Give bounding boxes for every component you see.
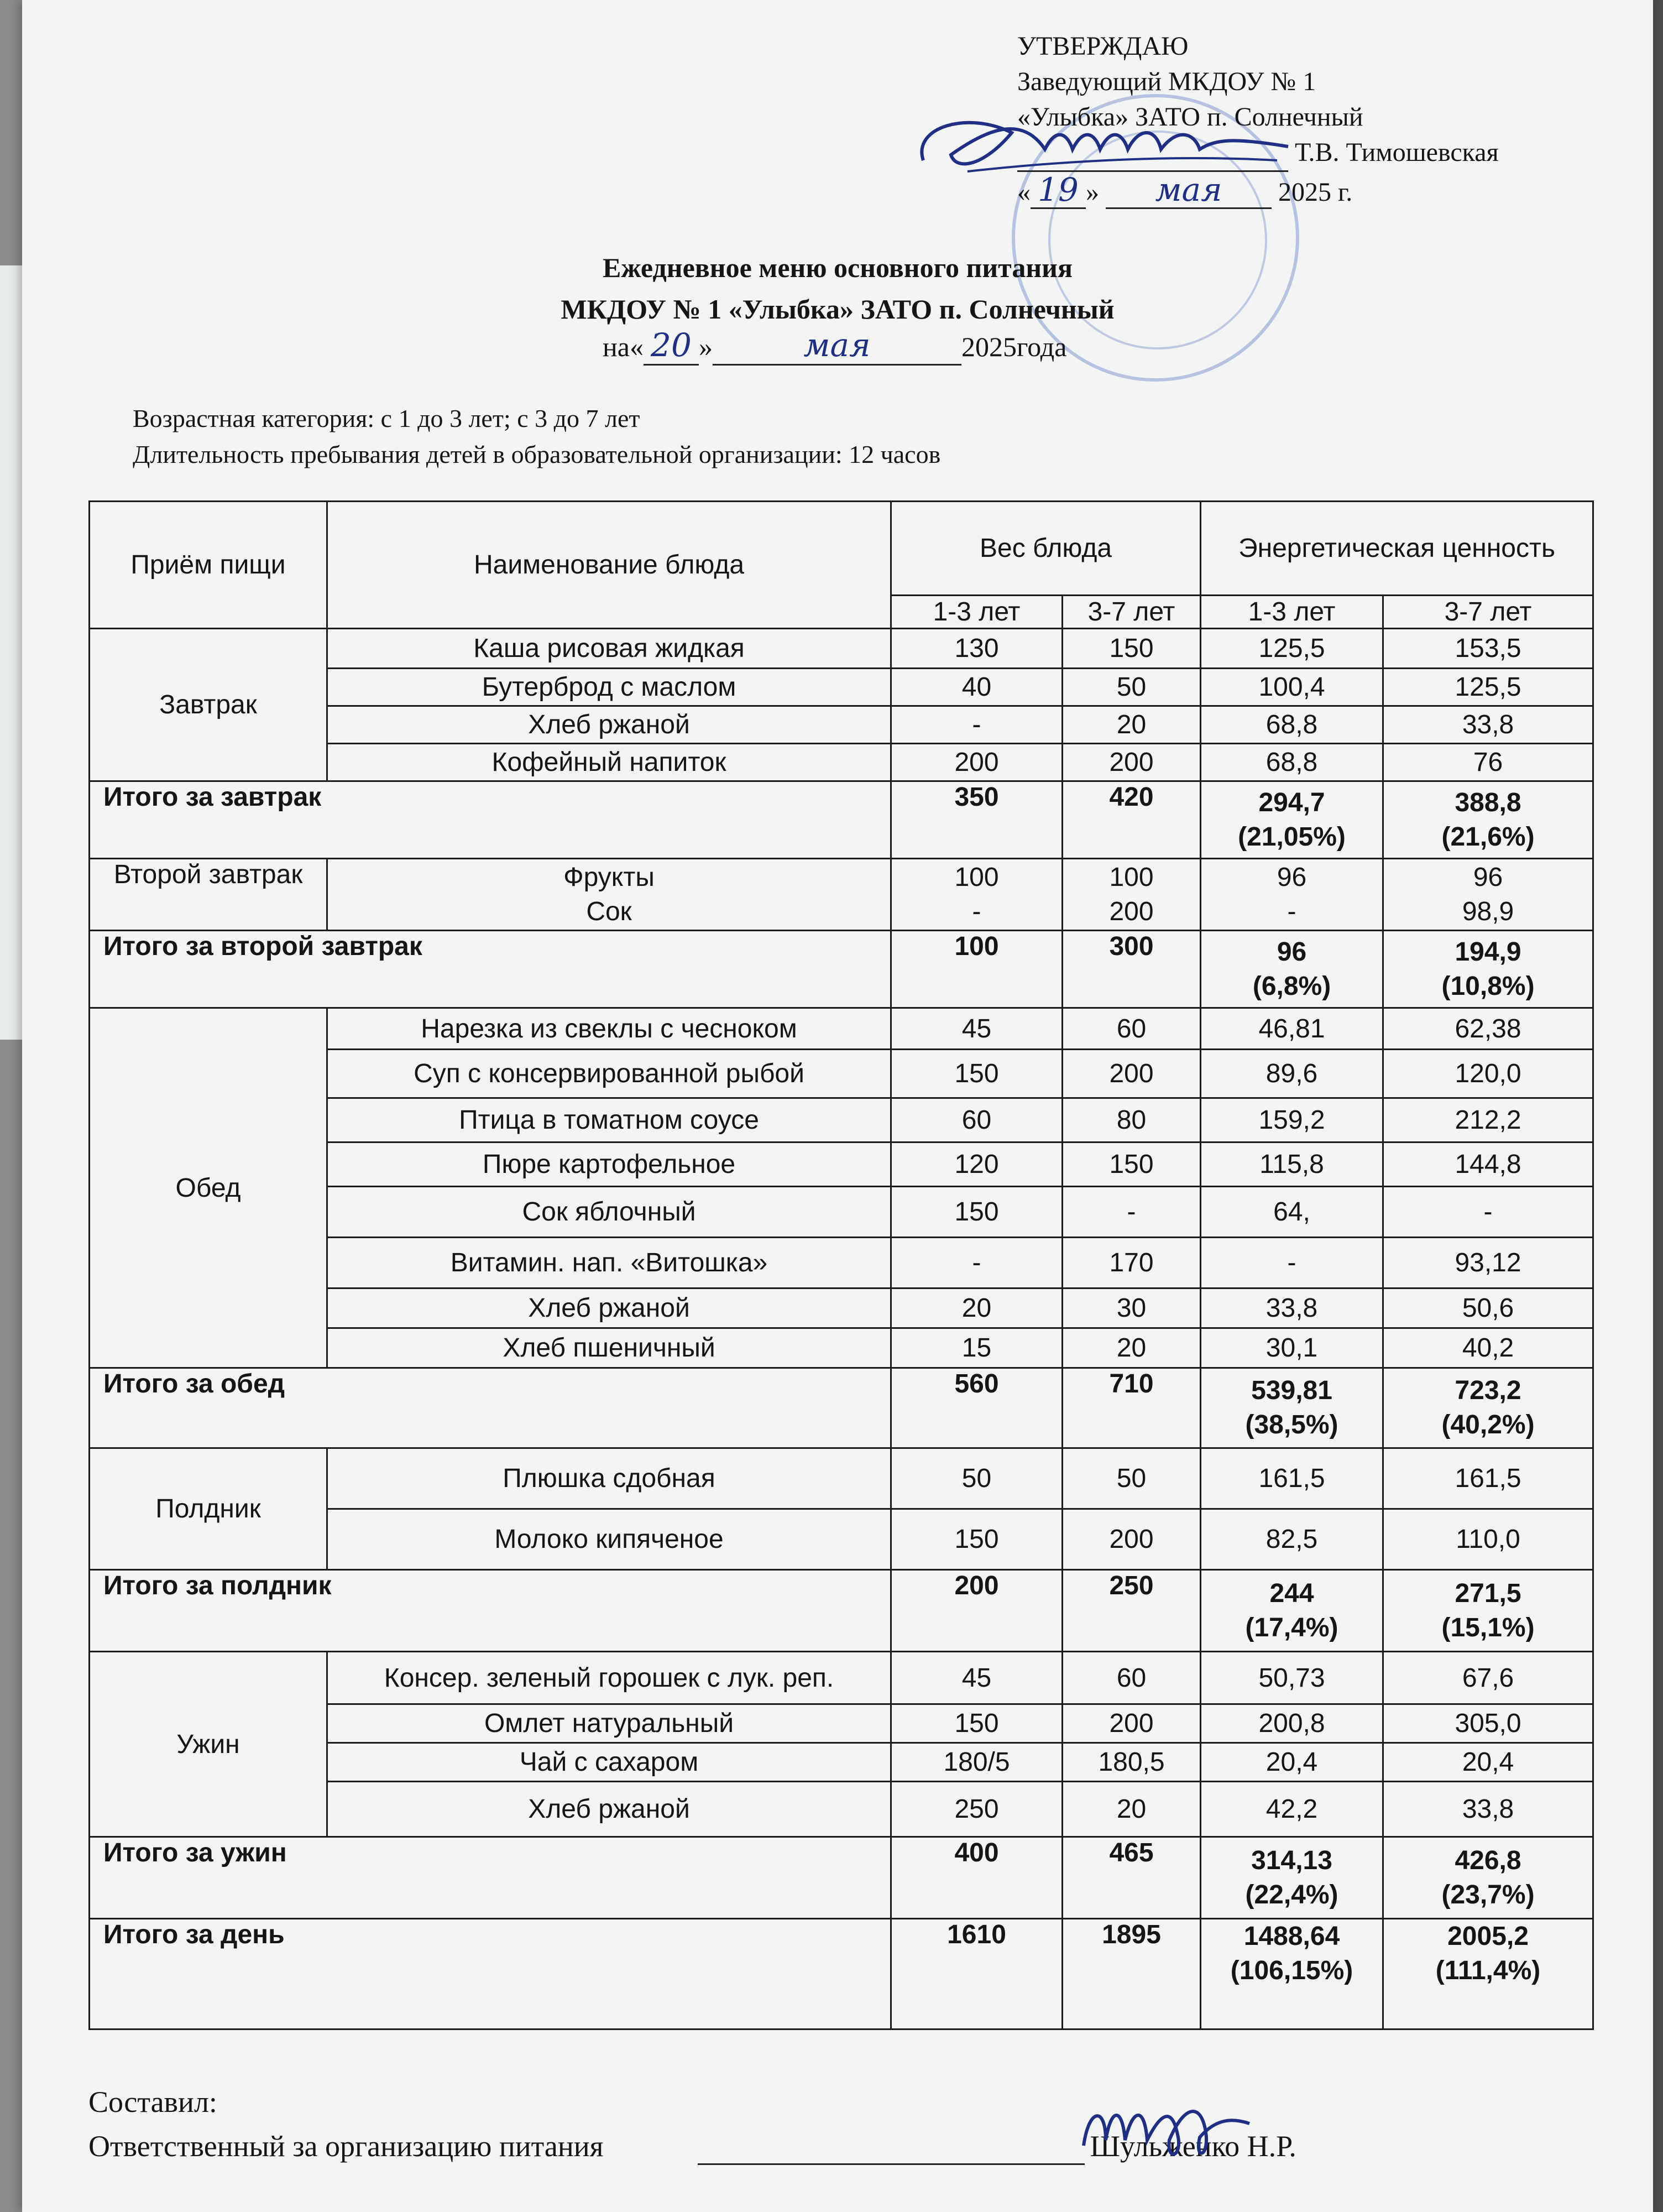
table-row	[90, 1448, 1593, 1509]
weight-3-7: 100 200	[1063, 859, 1201, 931]
weight-1-3: 40	[891, 669, 1063, 706]
energy-1-3: 64,	[1201, 1187, 1383, 1238]
energy-3-7: 50,6	[1383, 1288, 1593, 1328]
energy-1-3: 50,73	[1201, 1652, 1383, 1704]
energy-1-3: 30,1	[1201, 1328, 1383, 1368]
dish-name: Хлеб ржаной	[327, 1782, 891, 1837]
weight-1-3: 100 -	[891, 859, 1063, 931]
dish-name: Плюшка сдобная	[327, 1448, 891, 1509]
dish-name: Витамин. нап. «Витошка»	[327, 1238, 891, 1288]
dish-name: Омлет натуральный	[327, 1704, 891, 1743]
weight-1-3: 150	[891, 1187, 1063, 1238]
weight-3-7: 170	[1063, 1238, 1201, 1288]
meal-label-dinner: Ужин	[90, 1652, 327, 1837]
energy-3-7: -	[1383, 1187, 1593, 1238]
weight-1-3: 150	[891, 1704, 1063, 1743]
total-weight-1-3: 200	[891, 1570, 1063, 1652]
weight-1-3: 50	[891, 1448, 1063, 1509]
total-energy-3-7: 2005,2 (111,4%)	[1383, 1919, 1593, 2030]
approval-month: мая	[1106, 172, 1272, 209]
weight-3-7: 200	[1063, 1509, 1201, 1570]
total-weight-1-3: 1610	[891, 1919, 1063, 2030]
energy-3-7: 62,38	[1383, 1008, 1593, 1050]
weight-1-3: 15	[891, 1328, 1063, 1368]
weight-1-3: -	[891, 706, 1063, 744]
weight-1-3: 45	[891, 1008, 1063, 1050]
weight-1-3: 120	[891, 1142, 1063, 1187]
approval-signer: Т.В. Тимошевская	[1295, 138, 1499, 167]
weight-3-7: 20	[1063, 706, 1201, 744]
energy-1-3: 68,8	[1201, 706, 1383, 744]
header-dish: Наименование блюда	[327, 502, 891, 629]
total-energy-1-3: 539,81 (38,5%)	[1201, 1368, 1383, 1448]
dish-name: Сок яблочный	[327, 1187, 891, 1238]
menu-day: 20	[644, 326, 699, 366]
weight-3-7: 30	[1063, 1288, 1201, 1328]
dish-name: Фрукты Сок	[327, 859, 891, 931]
energy-1-3: 46,81	[1201, 1008, 1383, 1050]
energy-3-7: 33,8	[1383, 1782, 1593, 1837]
weight-3-7: 180,5	[1063, 1743, 1201, 1782]
dish-name: Птица в томатном соусе	[327, 1098, 891, 1142]
weight-1-3: 150	[891, 1050, 1063, 1098]
energy-1-3: 42,2	[1201, 1782, 1383, 1837]
approval-organization: «Улыбка» ЗАТО п. Солнечный	[1017, 102, 1363, 132]
total-weight-3-7: 300	[1063, 931, 1201, 1008]
energy-3-7: 110,0	[1383, 1509, 1593, 1570]
energy-3-7: 153,5	[1383, 629, 1593, 669]
document-subtitle: МКДОУ № 1 «Улыбка» ЗАТО п. Солнечный	[561, 294, 1115, 325]
table-row	[90, 629, 1593, 669]
energy-3-7: 305,0	[1383, 1704, 1593, 1743]
dish-name: Молоко кипяченое	[327, 1509, 891, 1570]
energy-1-3: 161,5	[1201, 1448, 1383, 1509]
total-label: Итого за полдник	[90, 1570, 891, 1652]
energy-3-7: 96 98,9	[1383, 859, 1593, 931]
weight-3-7: 60	[1063, 1008, 1201, 1050]
total-energy-1-3: 244 (17,4%)	[1201, 1570, 1383, 1652]
total-weight-3-7: 465	[1063, 1837, 1201, 1919]
energy-3-7: 33,8	[1383, 706, 1593, 744]
total-row-day	[90, 1919, 1593, 2030]
energy-1-3: 20,4	[1201, 1743, 1383, 1782]
total-weight-1-3: 400	[891, 1837, 1063, 1919]
weight-3-7: 150	[1063, 629, 1201, 669]
total-label: Итого за ужин	[90, 1837, 891, 1919]
weight-3-7: 80	[1063, 1098, 1201, 1142]
energy-1-3: 115,8	[1201, 1142, 1383, 1187]
energy-3-7: 120,0	[1383, 1050, 1593, 1098]
dish-name: Суп с консервированной рыбой	[327, 1050, 891, 1098]
header-energy-age1: 1-3 лет	[1201, 596, 1383, 629]
total-label: Итого за обед	[90, 1368, 891, 1448]
energy-1-3: 125,5	[1201, 629, 1383, 669]
energy-3-7: 144,8	[1383, 1142, 1593, 1187]
dish-name: Чай с сахаром	[327, 1743, 891, 1782]
energy-3-7: 161,5	[1383, 1448, 1593, 1509]
responsible-line: Ответственный за организацию питания Шульженко Н.Р.	[88, 2129, 1296, 2165]
energy-1-3: 100,4	[1201, 669, 1383, 706]
total-row-snack	[90, 1570, 1593, 1652]
dish-name: Нарезка из свеклы с чесноком	[327, 1008, 891, 1050]
energy-1-3: 33,8	[1201, 1288, 1383, 1328]
menu-date: на« 20 » мая 2025года	[603, 326, 1066, 366]
document-title: Ежедневное меню основного питания	[602, 252, 1073, 283]
weight-1-3: 130	[891, 629, 1063, 669]
header-weight-age2: 3-7 лет	[1063, 596, 1201, 629]
energy-1-3: 159,2	[1201, 1098, 1383, 1142]
header-row	[90, 502, 1593, 596]
director-signature-icon	[901, 94, 1299, 199]
meal-label-snack: Полдник	[90, 1448, 327, 1570]
weight-3-7: 200	[1063, 744, 1201, 781]
approval-date: « 19 » мая 2025 г.	[1017, 171, 1353, 208]
total-weight-3-7: 250	[1063, 1570, 1201, 1652]
dish-name: Хлеб ржаной	[327, 1288, 891, 1328]
total-weight-1-3: 350	[891, 781, 1063, 859]
weight-1-3: 20	[891, 1288, 1063, 1328]
energy-1-3: 68,8	[1201, 744, 1383, 781]
dish-name: Бутерброд с маслом	[327, 669, 891, 706]
weight-1-3: 200	[891, 744, 1063, 781]
age-category: Возрастная категория: с 1 до 3 лет; с 3 до 7 лет	[133, 404, 640, 432]
menu-month: мая	[713, 326, 961, 366]
weight-3-7: 50	[1063, 1448, 1201, 1509]
header-energy-age2: 3-7 лет	[1383, 596, 1593, 629]
approval-day: 19	[1031, 172, 1086, 209]
weight-3-7: 20	[1063, 1782, 1201, 1837]
weight-1-3: 45	[891, 1652, 1063, 1704]
total-label: Итого за завтрак	[90, 781, 891, 859]
total-energy-1-3: 1488,64 (106,15%)	[1201, 1919, 1383, 2030]
dish-name: Консер. зеленый горошек с лук. реп.	[327, 1652, 891, 1704]
total-weight-3-7: 1895	[1063, 1919, 1201, 2030]
total-energy-3-7: 388,8 (21,6%)	[1383, 781, 1593, 859]
weight-1-3: 250	[891, 1782, 1063, 1837]
total-label: Итого за день	[90, 1919, 891, 2030]
weight-3-7: 150	[1063, 1142, 1201, 1187]
total-row-dinner	[90, 1837, 1593, 1919]
weight-1-3: 180/5	[891, 1743, 1063, 1782]
dish-name: Кофейный напиток	[327, 744, 891, 781]
header-weight-age1: 1-3 лет	[891, 596, 1063, 629]
energy-3-7: 125,5	[1383, 669, 1593, 706]
total-energy-3-7: 271,5 (15,1%)	[1383, 1570, 1593, 1652]
table-row	[90, 1652, 1593, 1704]
total-weight-1-3: 100	[891, 931, 1063, 1008]
dish-name: Пюре картофельное	[327, 1142, 891, 1187]
weight-1-3: 150	[891, 1509, 1063, 1570]
total-energy-1-3: 314,13 (22,4%)	[1201, 1837, 1383, 1919]
weight-3-7: 20	[1063, 1328, 1201, 1368]
total-row-breakfast	[90, 781, 1593, 859]
responsible-signature-icon	[1073, 2085, 1261, 2168]
composed-label: Составил:	[88, 2085, 217, 2119]
total-energy-3-7: 723,2 (40,2%)	[1383, 1368, 1593, 1448]
total-row-lunch	[90, 1368, 1593, 1448]
energy-1-3: 96 -	[1201, 859, 1383, 931]
dish-name: Хлеб пшеничный	[327, 1328, 891, 1368]
menu-table	[88, 500, 1594, 2030]
weight-3-7: 50	[1063, 669, 1201, 706]
meal-label-lunch: Обед	[90, 1008, 327, 1368]
stay-duration: Длительность пребывания детей в образовательной организации: 12 часов	[133, 440, 941, 468]
header-meal: Приём пищи	[90, 502, 327, 629]
menu-document	[22, 0, 1653, 2212]
energy-3-7: 212,2	[1383, 1098, 1593, 1142]
energy-3-7: 67,6	[1383, 1652, 1593, 1704]
meal-label-second-breakfast: Второй завтрак	[90, 859, 327, 931]
energy-1-3: 82,5	[1201, 1509, 1383, 1570]
total-energy-3-7: 194,9 (10,8%)	[1383, 931, 1593, 1008]
weight-3-7: -	[1063, 1187, 1201, 1238]
header-weight: Вес блюда	[891, 502, 1201, 596]
table-row	[90, 1008, 1593, 1050]
energy-3-7: 40,2	[1383, 1328, 1593, 1368]
total-weight-3-7: 420	[1063, 781, 1201, 859]
approval-position: Заведующий МКДОУ № 1	[1017, 67, 1316, 96]
energy-3-7: 76	[1383, 744, 1593, 781]
energy-3-7: 20,4	[1383, 1743, 1593, 1782]
header-energy: Энергетическая ценность	[1201, 502, 1593, 596]
menu-year: 2025года	[961, 331, 1067, 362]
table-row	[90, 859, 1593, 931]
energy-1-3: -	[1201, 1238, 1383, 1288]
total-row-second-breakfast	[90, 931, 1593, 1008]
total-label: Итого за второй завтрак	[90, 931, 891, 1008]
weight-3-7: 200	[1063, 1704, 1201, 1743]
dish-name: Каша рисовая жидкая	[327, 629, 891, 669]
energy-1-3: 89,6	[1201, 1050, 1383, 1098]
total-weight-3-7: 710	[1063, 1368, 1201, 1448]
approval-heading: УТВЕРЖДАЮ	[1017, 32, 1189, 61]
total-energy-1-3: 96 (6,8%)	[1201, 931, 1383, 1008]
responsible-name: Шульженко Н.Р.	[1090, 2130, 1296, 2163]
total-weight-1-3: 560	[891, 1368, 1063, 1448]
total-energy-3-7: 426,8 (23,7%)	[1383, 1837, 1593, 1919]
energy-3-7: 93,12	[1383, 1238, 1593, 1288]
weight-3-7: 200	[1063, 1050, 1201, 1098]
weight-1-3: -	[891, 1238, 1063, 1288]
weight-3-7: 60	[1063, 1652, 1201, 1704]
meal-label-breakfast: Завтрак	[90, 629, 327, 781]
approval-year: 2025 г.	[1278, 178, 1353, 207]
weight-1-3: 60	[891, 1098, 1063, 1142]
energy-1-3: 200,8	[1201, 1704, 1383, 1743]
total-energy-1-3: 294,7 (21,05%)	[1201, 781, 1383, 859]
dish-name: Хлеб ржаной	[327, 706, 891, 744]
